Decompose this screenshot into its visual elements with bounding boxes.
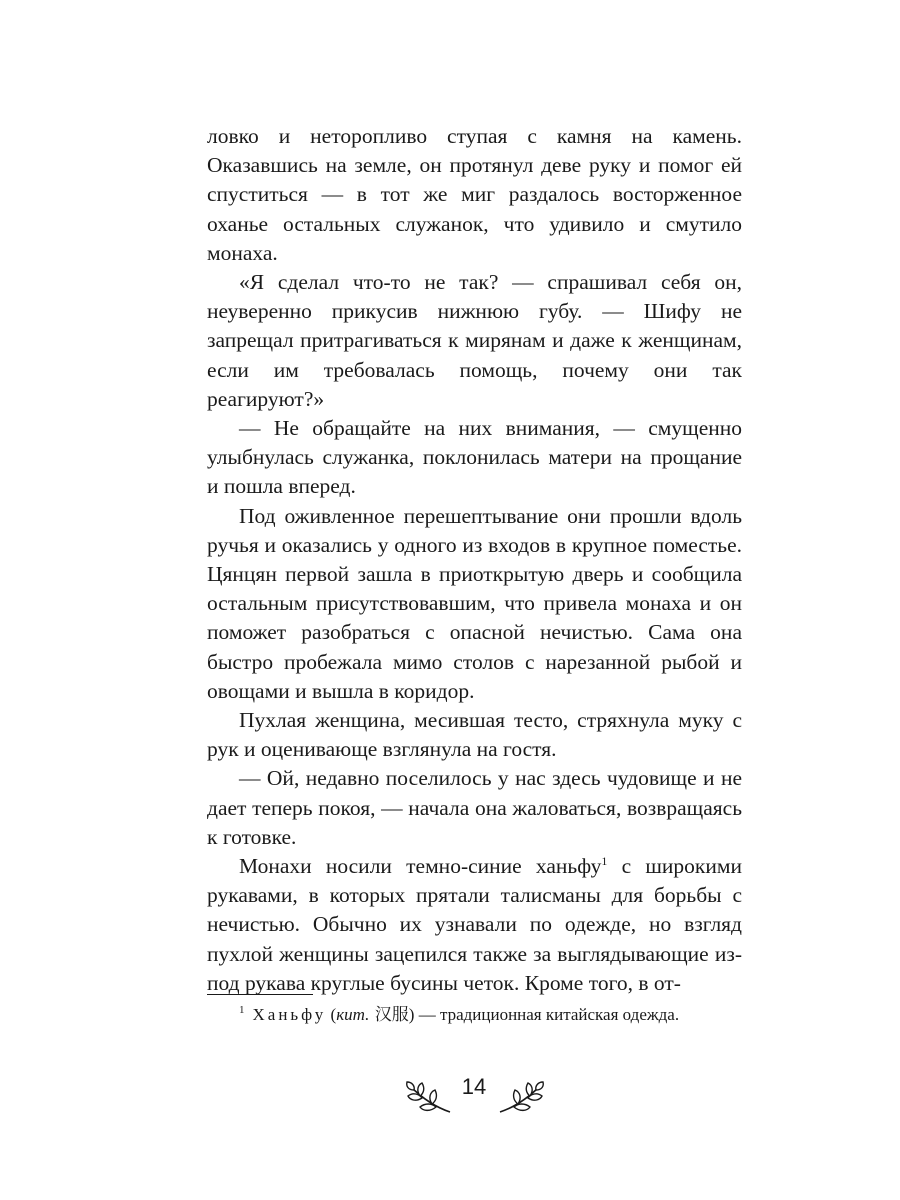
main-text bbox=[207, 122, 742, 998]
footnote-mark: 1 bbox=[239, 1004, 245, 1017]
page-number: 14 bbox=[461, 1074, 487, 1099]
page-footer bbox=[400, 1072, 550, 1122]
footnote-abbreviation: кит. bbox=[336, 1005, 370, 1024]
footnote-chinese: 汉服 bbox=[369, 1005, 409, 1025]
paragraph: — Не обращайте на них внимания, — смущенно улыбнулась служанка, поклонилась матери на прощание и пошла вперед. bbox=[207, 416, 742, 499]
paragraph: — Ой, недавно поселилось у нас здесь чудовище и не дает теперь покоя, — начала она жаловаться, возвращаясь к готовке. bbox=[207, 766, 742, 849]
footnote-term: Ханьфу bbox=[252, 1005, 327, 1024]
leaf-branch-icon bbox=[404, 1078, 454, 1118]
leaf-branch-icon bbox=[496, 1078, 546, 1118]
paragraph: «Я сделал что-то не так? — спрашивал себя он, неуверенно прикусив нижнюю губу. — Шифу не запрещал притрагиваться к мирянам и даже к женщинам, если им требовалась помощь, почему они так реагируют?» bbox=[207, 270, 742, 411]
footnote-paren: ( bbox=[326, 1005, 337, 1024]
footnote-text: ) — традиционная китайская одежда. bbox=[408, 1005, 680, 1024]
footnote-divider bbox=[207, 994, 313, 995]
footnote-reference: 1 bbox=[601, 853, 608, 868]
paragraph bbox=[207, 852, 742, 998]
footnote bbox=[207, 1001, 742, 1029]
paragraph: Пухлая женщина, месившая тесто, стряхнула муку с рук и оценивающе взглянула на гостя. bbox=[207, 708, 742, 762]
paragraph-text: с широкими рукавами, в которых прятали талисманы для борьбы с нечистью. Обычно их узнавали по одежде, но взгляд пухлой женщины зацепился также за выглядывающие из-под рукава круглые бусины четок. Кроме того, в от- bbox=[207, 854, 742, 995]
paragraph: Под оживленное перешептывание они прошли вдоль ручья и оказались у одного из входов в крупное поместье. Цянцян первой зашла в приоткрытую дверь и сообщила остальным присутствовавшим, что привела монаха и он поможет разобраться с опасной нечистью. Сама она быстро пробежала мимо столов с нарезанной рыбой и овощами и вышла в коридор. bbox=[207, 503, 742, 703]
paragraph: ловко и неторопливо ступая с камня на камень. Оказавшись на земле, он протянул деве руку и помог ей спуститься — в тот же миг раздалось восторженное оханье остальных служанок, что удивило и смутило монаха. bbox=[207, 124, 742, 265]
paragraph-text: Монахи носили темно-синие ханьфу bbox=[239, 854, 602, 879]
